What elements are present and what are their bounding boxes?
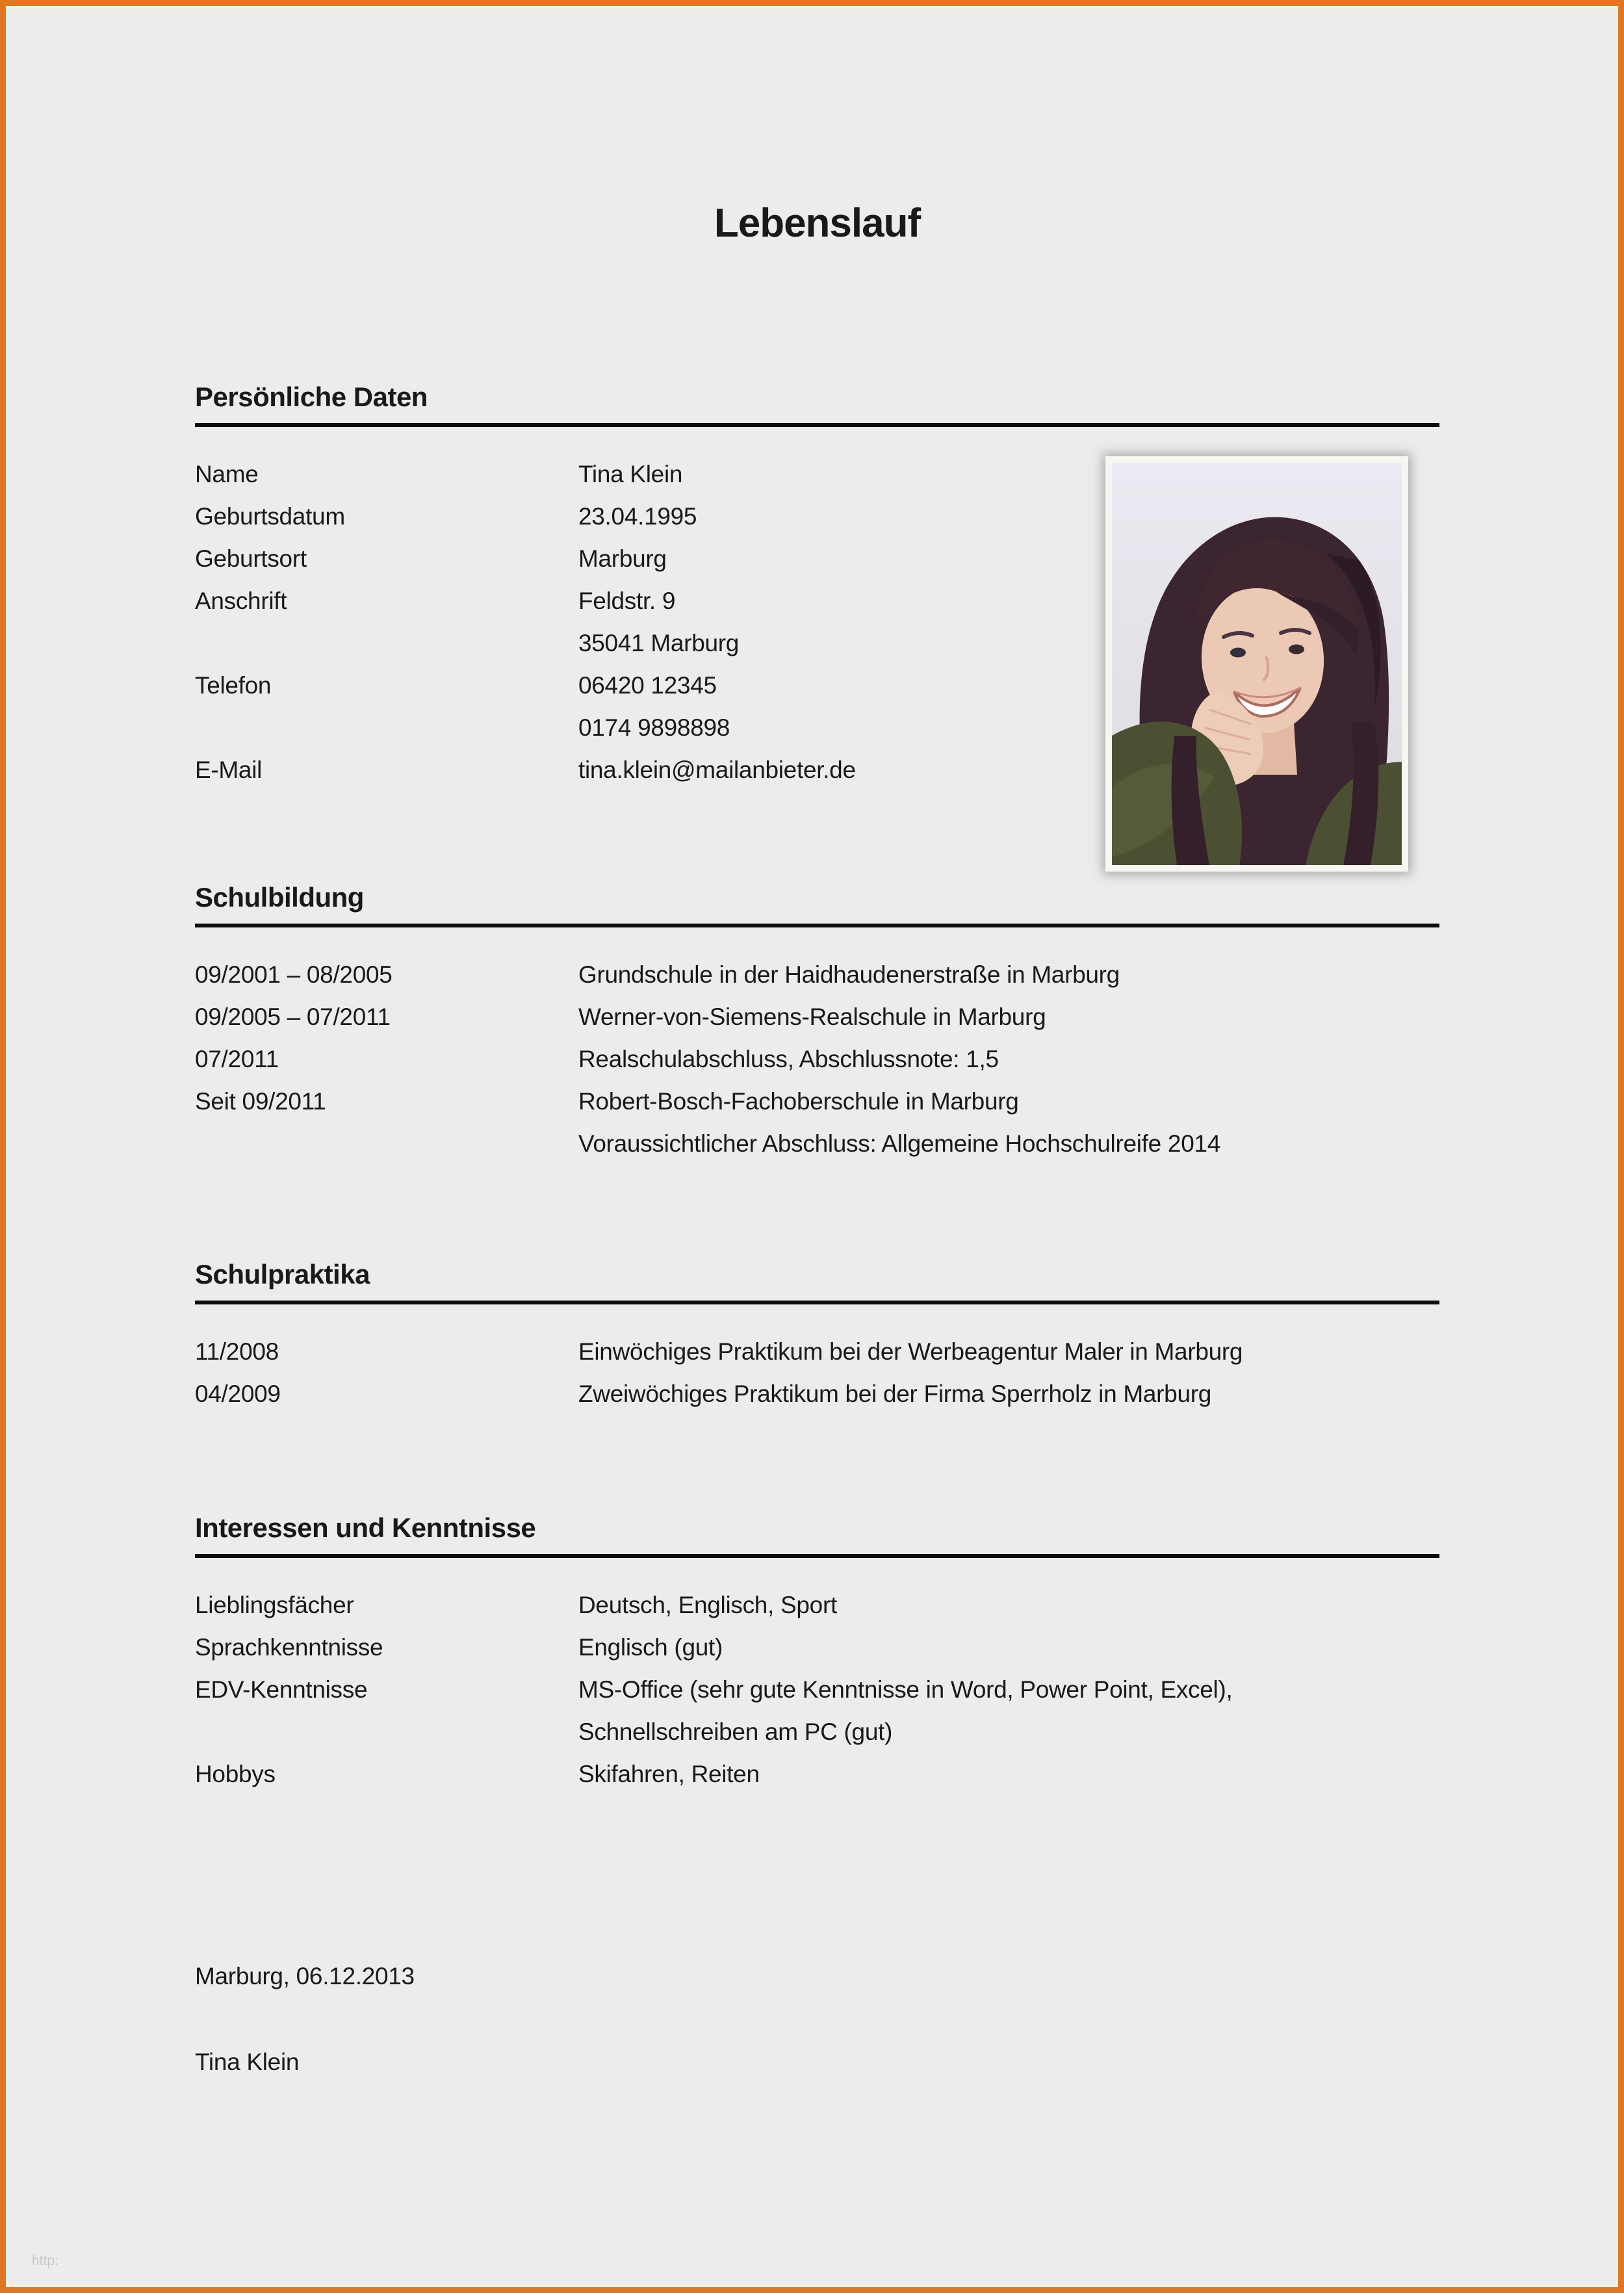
field-value: Einwöchiges Praktikum bei der Werbeagentur Maler in Marburg [578, 1338, 1243, 1365]
field-value: Werner-von-Siemens-Realschule in Marburg [578, 1004, 1046, 1030]
field-label [195, 622, 578, 664]
field-value: Robert-Bosch-Fachoberschule in Marburg [578, 1088, 1019, 1115]
field-label [195, 1711, 578, 1753]
field-value: Realschulabschluss, Abschlussnote: 1,5 [578, 1046, 999, 1072]
field-label: 09/2005 – 07/2011 [195, 1004, 391, 1030]
field-label: Sprachkenntnisse [195, 1634, 383, 1661]
signature-name: Tina Klein [195, 2049, 300, 2075]
field-label: Telefon [195, 672, 272, 699]
field-row [195, 1668, 1439, 1711]
field-label: Geburtsort [195, 545, 307, 572]
field-label: 11/2008 [195, 1338, 279, 1365]
field-row [195, 1373, 1439, 1415]
field-value: Zweiwöchiges Praktikum bei der Firma Sperrholz in Marburg [578, 1380, 1212, 1407]
field-label [195, 1122, 578, 1165]
field-label: E-Mail [195, 757, 263, 783]
section-heading-personal: Persönliche Daten [195, 382, 428, 412]
section-heading-education: Schulbildung [195, 882, 364, 913]
section-rule [195, 1301, 1439, 1304]
field-row [195, 1753, 1439, 1795]
internship-rows [195, 1330, 1439, 1415]
field-value: Marburg [578, 545, 667, 572]
field-value: Tina Klein [578, 461, 683, 487]
field-row [195, 1626, 1439, 1668]
section-rule [195, 1554, 1439, 1558]
field-row [195, 1038, 1439, 1080]
field-label: Lieblingsfächer [195, 1592, 354, 1618]
field-row [195, 1080, 1439, 1122]
interests-rows [195, 1584, 1439, 1795]
field-row [195, 1122, 1439, 1165]
field-value: 35041 Marburg [578, 630, 740, 656]
field-label [195, 706, 578, 749]
field-value: 0174 9898898 [578, 714, 730, 741]
section-heading-internships: Schulpraktika [195, 1259, 370, 1289]
field-value: Skifahren, Reiten [578, 1761, 760, 1787]
field-label: 04/2009 [195, 1380, 281, 1407]
applicant-photo [1105, 456, 1408, 872]
field-label: Name [195, 461, 259, 487]
portrait-photo-illustration [1112, 463, 1402, 865]
education-rows [195, 953, 1439, 1165]
field-label: 09/2001 – 08/2005 [195, 961, 393, 988]
field-value: Deutsch, Englisch, Sport [578, 1592, 837, 1618]
field-label: Anschrift [195, 588, 287, 614]
field-value: Voraussichtlicher Abschluss: Allgemeine Hochschulreife 2014 [578, 1130, 1221, 1157]
field-value: 23.04.1995 [578, 503, 697, 530]
field-row [195, 996, 1439, 1038]
field-value: MS-Office (sehr gute Kenntnisse in Word, Power Point, Excel), [578, 1676, 1233, 1703]
field-label: 07/2011 [195, 1046, 279, 1072]
field-row [195, 1330, 1439, 1373]
field-row [195, 953, 1439, 996]
field-value: Feldstr. 9 [578, 588, 676, 614]
place-and-date: Marburg, 06.12.2013 [195, 1963, 415, 1989]
field-value: Grundschule in der Haidhaudenerstraße in Marburg [578, 961, 1120, 988]
faint-url-watermark: http: [32, 2253, 58, 2268]
field-value: Schnellschreiben am PC (gut) [578, 1718, 893, 1745]
section-rule [195, 423, 1439, 427]
field-row [195, 1584, 1439, 1626]
field-label: Hobbys [195, 1761, 276, 1787]
page-title: Lebenslauf [714, 201, 921, 246]
section-heading-interests: Interessen und Kenntnisse [195, 1512, 536, 1543]
field-value: tina.klein@mailanbieter.de [578, 757, 856, 783]
field-row [195, 1711, 1439, 1753]
field-label: EDV-Kenntnisse [195, 1676, 368, 1703]
field-value: 06420 12345 [578, 672, 717, 699]
field-label: Seit 09/2011 [195, 1088, 326, 1115]
section-rule [195, 924, 1439, 927]
field-value: Englisch (gut) [578, 1634, 723, 1661]
field-label: Geburtsdatum [195, 503, 345, 530]
